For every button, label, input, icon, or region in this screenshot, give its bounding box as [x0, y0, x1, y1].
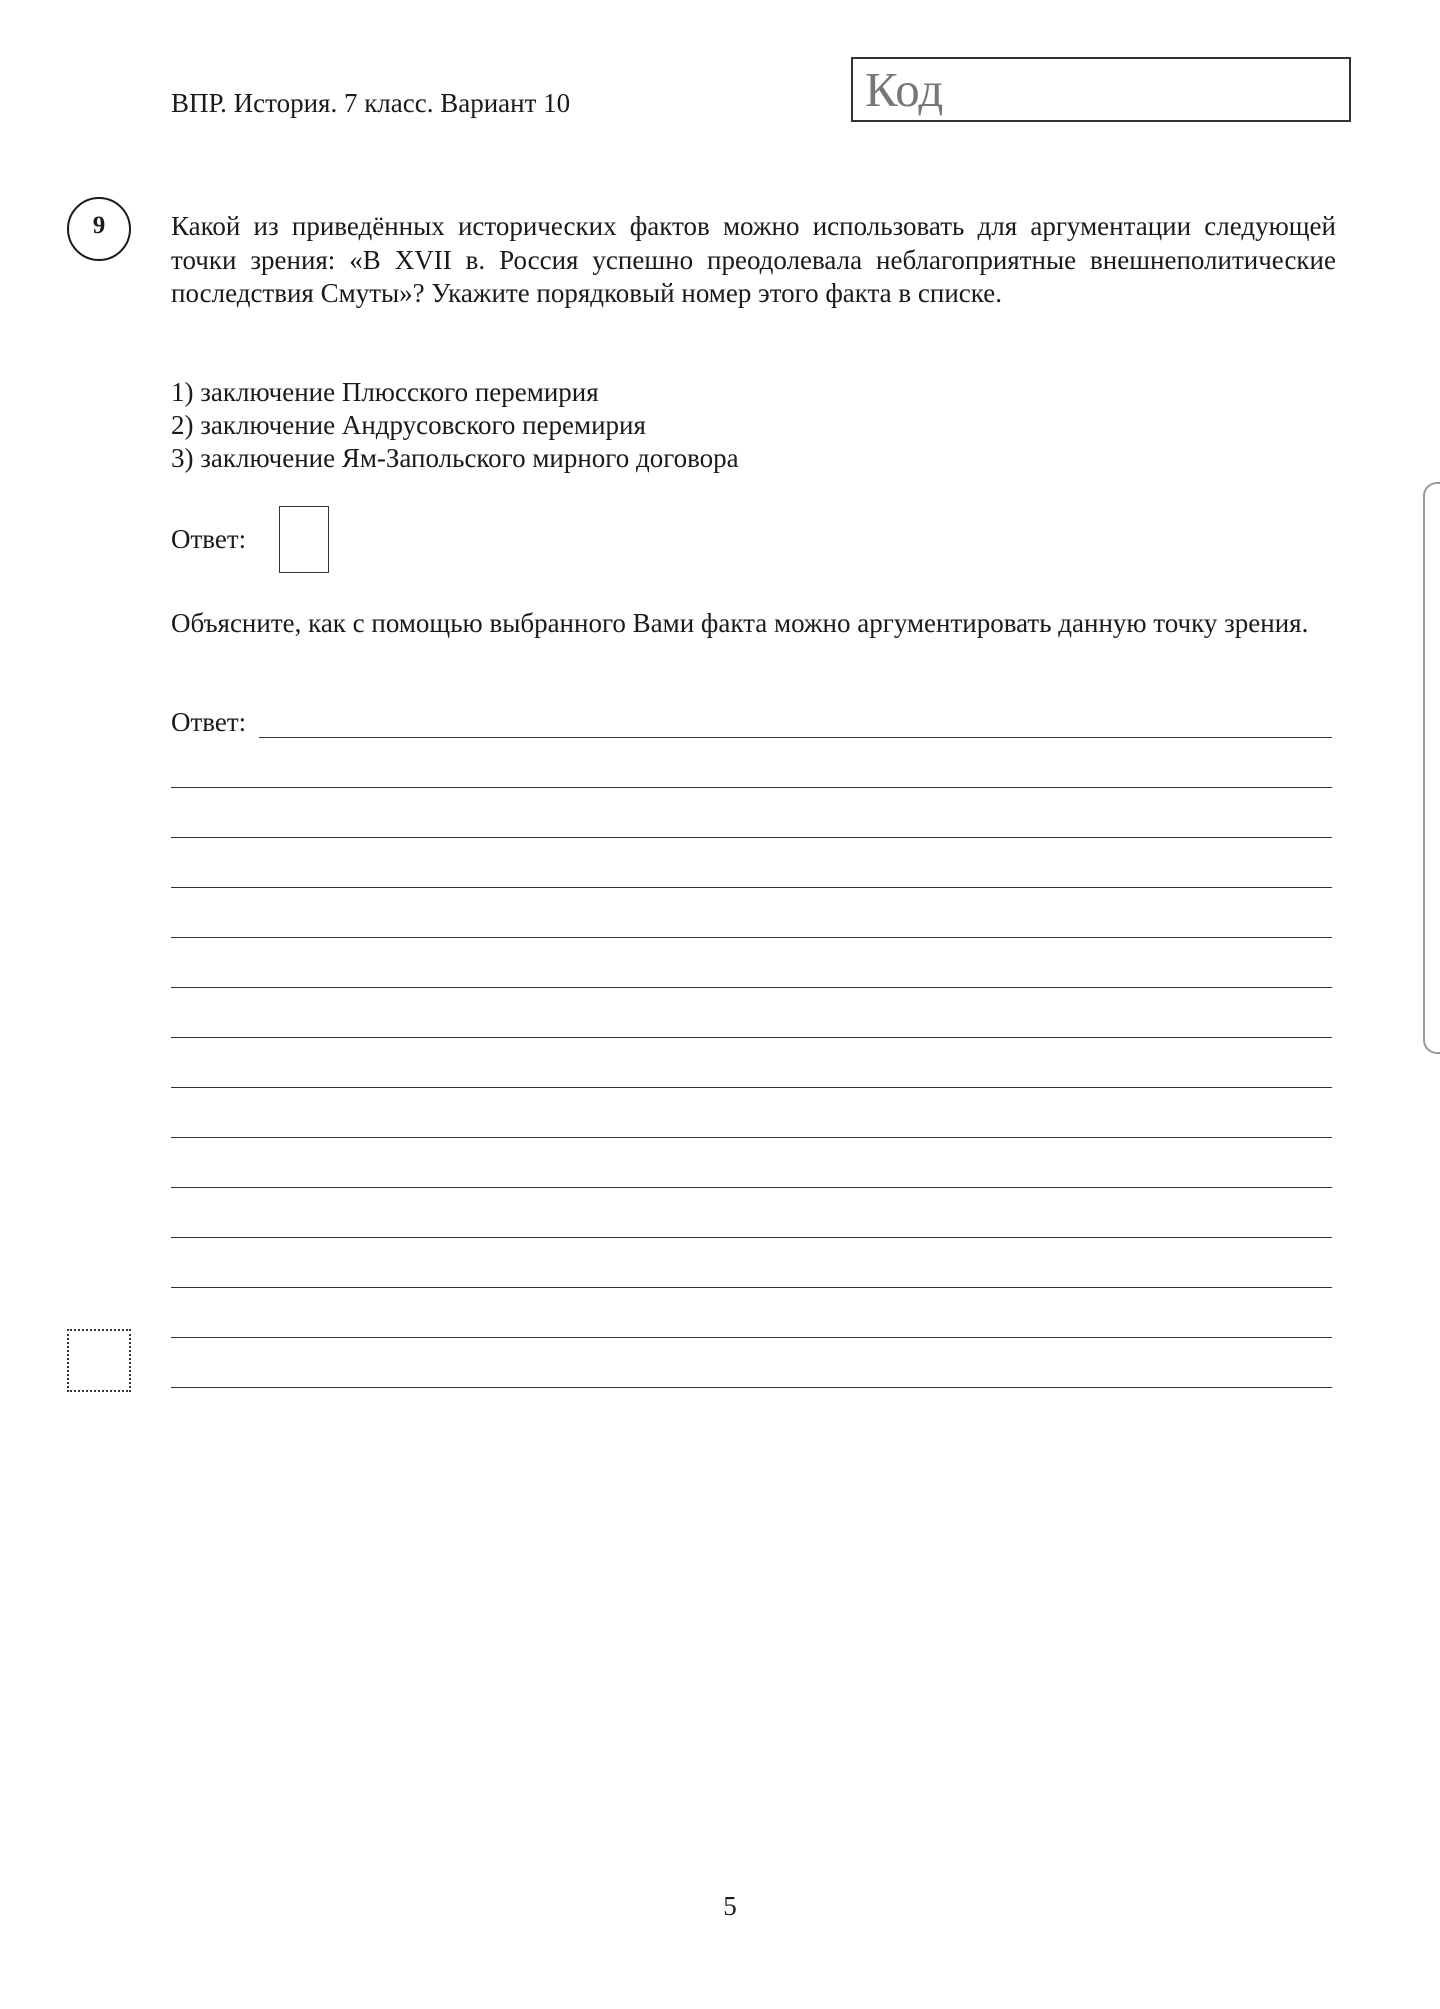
task-number-badge [67, 197, 131, 261]
task-number: 9 [92, 212, 106, 239]
question-text: Какой из приведённых исторических фактов можно использовать для аргументации следующей точки зрения: «В XVII в. Россия успешно преодолевала неблагоприятные внешнеполитические последствия Смуты»? Укажите порядковый номер этого факта в списке. [171, 211, 1336, 308]
answer-line-5[interactable] [171, 937, 1332, 938]
answer-line-2[interactable] [171, 787, 1332, 788]
answer-line-13[interactable] [171, 1337, 1332, 1338]
answer-line-14[interactable] [171, 1387, 1332, 1388]
answer-line-1[interactable] [259, 737, 1332, 738]
option-3: 3) заключение Ям-Запольского мирного договора [171, 443, 739, 473]
answer-line-10[interactable] [171, 1187, 1332, 1188]
page-number: 5 [723, 1891, 737, 1921]
option-2: 2) заключение Андрусовского перемирия [171, 410, 646, 440]
answer-cell-input[interactable] [279, 506, 329, 573]
option-1: 1) заключение Плюсского перемирия [171, 377, 599, 407]
answer-line-4[interactable] [171, 887, 1332, 888]
answer-line-9[interactable] [171, 1137, 1332, 1138]
document-header-title: ВПР. История. 7 класс. Вариант 10 [171, 88, 571, 118]
code-field[interactable] [851, 57, 1351, 122]
answer-line-7[interactable] [171, 1037, 1332, 1038]
code-label: Код [865, 62, 944, 117]
score-box [67, 1329, 131, 1392]
explanation-prompt: Объясните, как с помощью выбранного Вами факта можно аргументировать данную точку зрения. [171, 608, 1309, 638]
answer-label: Ответ: [171, 524, 247, 554]
answer-line-6[interactable] [171, 987, 1332, 988]
answer-line-3[interactable] [171, 837, 1332, 838]
explanation-answer-label: Ответ: [171, 707, 247, 737]
answer-line-11[interactable] [171, 1237, 1332, 1238]
answer-line-8[interactable] [171, 1087, 1332, 1088]
answer-line-12[interactable] [171, 1287, 1332, 1288]
page-edge-bracket [1423, 482, 1440, 1054]
